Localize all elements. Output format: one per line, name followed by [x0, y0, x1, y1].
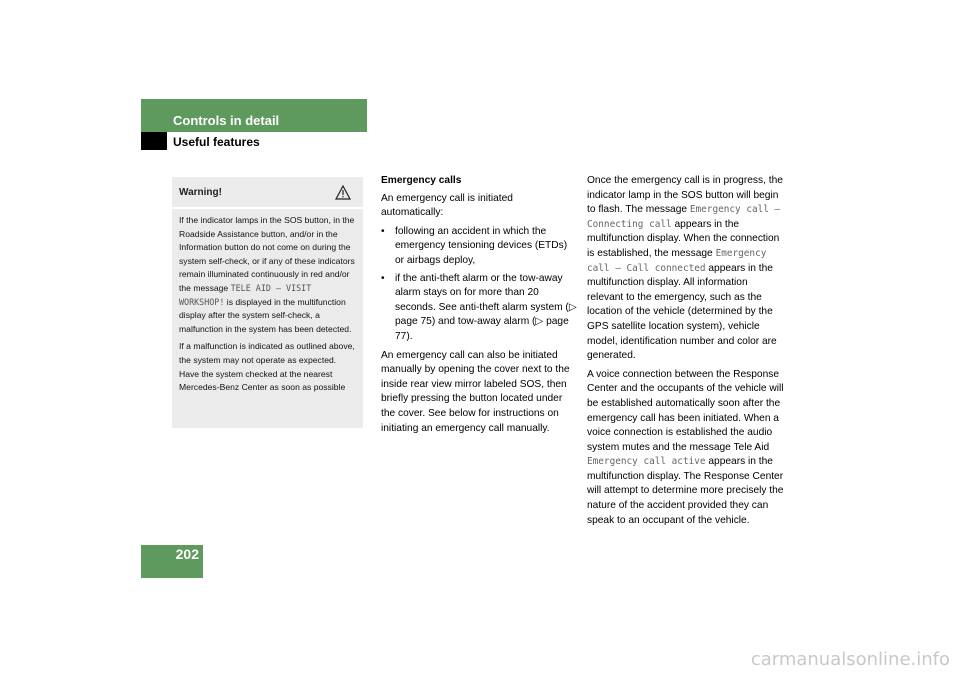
- section-title: Controls in detail: [173, 113, 280, 128]
- display-message: Emergency call active: [587, 456, 706, 468]
- warning-triangle-icon: [335, 185, 351, 205]
- section-subtitle: Useful features: [173, 135, 260, 149]
- emergency-manual-paragraph: An emergency call can also be initiated manually by opening the cover next to the inside rear view mirror labeled SOS, then briefly pressing the button located under the cover. See below for instructions on initiating an emergency call manually.: [381, 349, 570, 434]
- emergency-calls-column: [381, 174, 577, 440]
- page-number: 202: [175, 546, 199, 562]
- display-message: Emergency call – Call connected: [587, 247, 767, 274]
- warning-text: If the indicator lamps in the SOS button, in the Roadside Assistance button, and/or in the Information button do not come on during the system self-check, or if any of these indicators remain illuminated continuously in red and/or the message: [179, 215, 355, 293]
- body-text: A voice connection between the Response Center and the occupants of the vehicle will be established automatically soon after the emergency call has been initiated. When a voice connection is established the audio system mutes and the message Tele Aid: [587, 368, 784, 453]
- emergency-calls-heading: Emergency calls: [381, 175, 462, 186]
- header-marker: [141, 132, 167, 150]
- warning-paragraph-2: If a malfunction is indicated as outlined above, the system may not operate as expected. Have the system checked at the nearest Mercedes-Benz Center as soon as possible: [179, 341, 355, 393]
- call-progress-paragraph: [587, 174, 785, 364]
- voice-connection-paragraph: [587, 368, 785, 529]
- list-item: • following an accident in which the emergency tensioning devices (ETDs) or airbags deploy,: [381, 225, 577, 269]
- display-message: TELE AID – VISIT WORKSHOP!: [179, 282, 312, 307]
- emergency-bullet-list: [381, 225, 577, 345]
- body-text: appears in the multifunction display. When the connection is established, the message: [587, 218, 780, 259]
- warning-text: is displayed in the multifunction display after the system self-check, a malfunction in the system has been detected.: [179, 296, 352, 334]
- display-message: Emergency call – Connecting call: [587, 204, 781, 230]
- body-text: appears in the multifunction display. All information relevant to the emergency, such as the location of the vehicle (determined by the GPS satellite location system), vehicle model, identification number and color are generated.: [587, 262, 777, 362]
- warning-body: [172, 209, 363, 395]
- warning-box: [172, 177, 363, 428]
- warning-title: Warning!: [179, 187, 222, 198]
- watermark: carmanualsonline.info: [750, 649, 950, 670]
- emergency-intro: An emergency call is initiated automatically:: [381, 192, 513, 219]
- list-item: • if the anti-theft alarm or the tow-away alarm stays on for more than 20 seconds. See anti-theft alarm system (▷ page 75) and tow-away alarm (▷ page 77).: [381, 272, 577, 345]
- warning-paragraph-1: [179, 214, 357, 336]
- warning-header: [172, 177, 363, 209]
- body-text: appears in the multifunction display. The Response Center will attempt to determine more precisely the nature of the accident provided they can speak to an occupant of the vehicle.: [587, 456, 784, 526]
- body-text: Once the emergency call is in progress, the indicator lamp in the SOS button will begin to flash. The message: [587, 175, 783, 216]
- right-column: [587, 174, 785, 532]
